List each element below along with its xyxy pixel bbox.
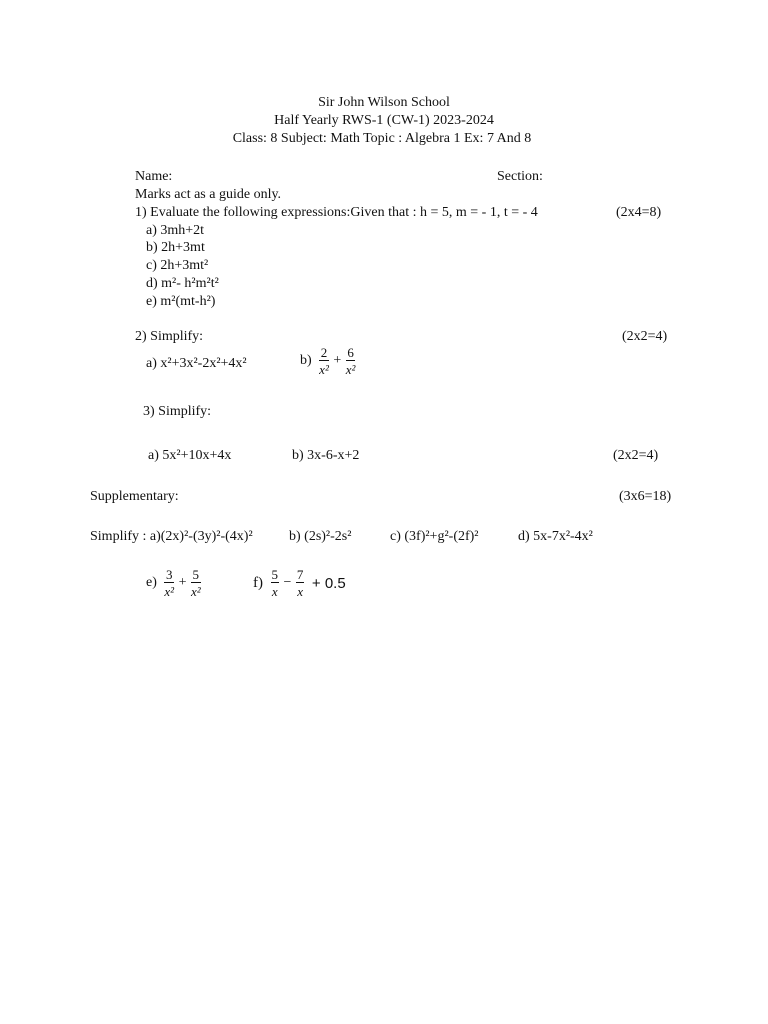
supp-f-operator: − [283,575,292,590]
exam-title: Half Yearly RWS-1 (CW-1) 2023-2024 [274,113,494,128]
class-subject-line: Class: 8 Subject: Math Topic : Algebra 1 Ex: 7 And 8 [232,131,532,146]
q2-prompt: 2) Simplify: [135,329,204,344]
supp-f-label: f) [253,574,263,591]
q2-marks: (2x2=4) [622,329,668,344]
supp-e-fraction-2 [191,568,201,598]
supp-e-numerator-1: 3 [165,567,173,582]
supp-e-operator: + [178,575,187,590]
q1-item-e: e) m²(mt-h²) [146,294,216,309]
q2-b-numerator-1: 2 [320,345,328,360]
supp-item-e [146,568,201,598]
marks-note: Marks act as a guide only. [135,187,282,202]
q2-b-denominator-2: x² [345,362,356,377]
section-label: Section: [497,169,543,184]
name-label: Name: [135,169,173,184]
q3-item-b: b) 3x-6-x+2 [292,448,360,463]
supp-item-f [253,568,346,598]
supp-f-fraction-2 [296,568,305,598]
q2-b-numerator-2: 6 [347,345,354,360]
q2-b-label: b) [300,353,312,368]
supp-item-d: d) 5x-7x²-4x² [518,529,593,544]
supplementary-marks: (3x6=18) [619,489,672,504]
supp-e-label: e) [146,575,157,590]
q3-prompt: 3) Simplify: [143,404,212,419]
q2-b-fraction-2 [346,346,356,376]
supp-f-constant: + 0.5 [311,574,346,592]
q1-item-c: c) 2h+3mt² [146,258,209,273]
supplementary-title: Supplementary: [90,489,179,504]
q2-b-fraction-1 [319,346,329,376]
q2-item-a: a) x²+3x²-2x²+4x² [146,356,247,371]
supp-f-fraction-1 [271,568,280,598]
q2-b-denominator-1: x² [319,362,329,377]
supp-e-numerator-2: 5 [192,567,200,582]
q2-b-operator: + [333,353,342,368]
supp-e-denominator-2: x² [190,584,201,599]
supp-f-denominator-2: x [297,584,304,599]
supp-f-denominator-1: x [271,584,278,599]
q1-marks: (2x4=8) [616,205,662,220]
q3-marks: (2x2=4) [613,448,659,463]
supp-e-fraction-1 [164,568,174,598]
supp-item-a: Simplify : a)(2x)²-(3y)²-(4x)² [90,529,253,544]
q1-item-d: d) m²- h²m²t² [146,276,219,291]
school-name: Sir John Wilson School [318,95,450,110]
q3-item-a: a) 5x²+10x+4x [148,448,232,463]
q2-item-b [300,346,355,376]
supp-f-numerator-1: 5 [271,567,278,582]
supp-item-c: c) (3f)²+g²-(2f)² [390,529,479,544]
q1-prompt: 1) Evaluate the following expressions:Given that : h = 5, m = - 1, t = - 4 [135,205,538,220]
q1-item-b: b) 2h+3mt [146,240,205,255]
supp-item-b: b) (2s)²-2s² [289,529,352,544]
q1-item-a: a) 3mh+2t [146,223,205,238]
supp-e-denominator-1: x² [164,584,175,599]
supp-f-numerator-2: 7 [296,567,304,582]
